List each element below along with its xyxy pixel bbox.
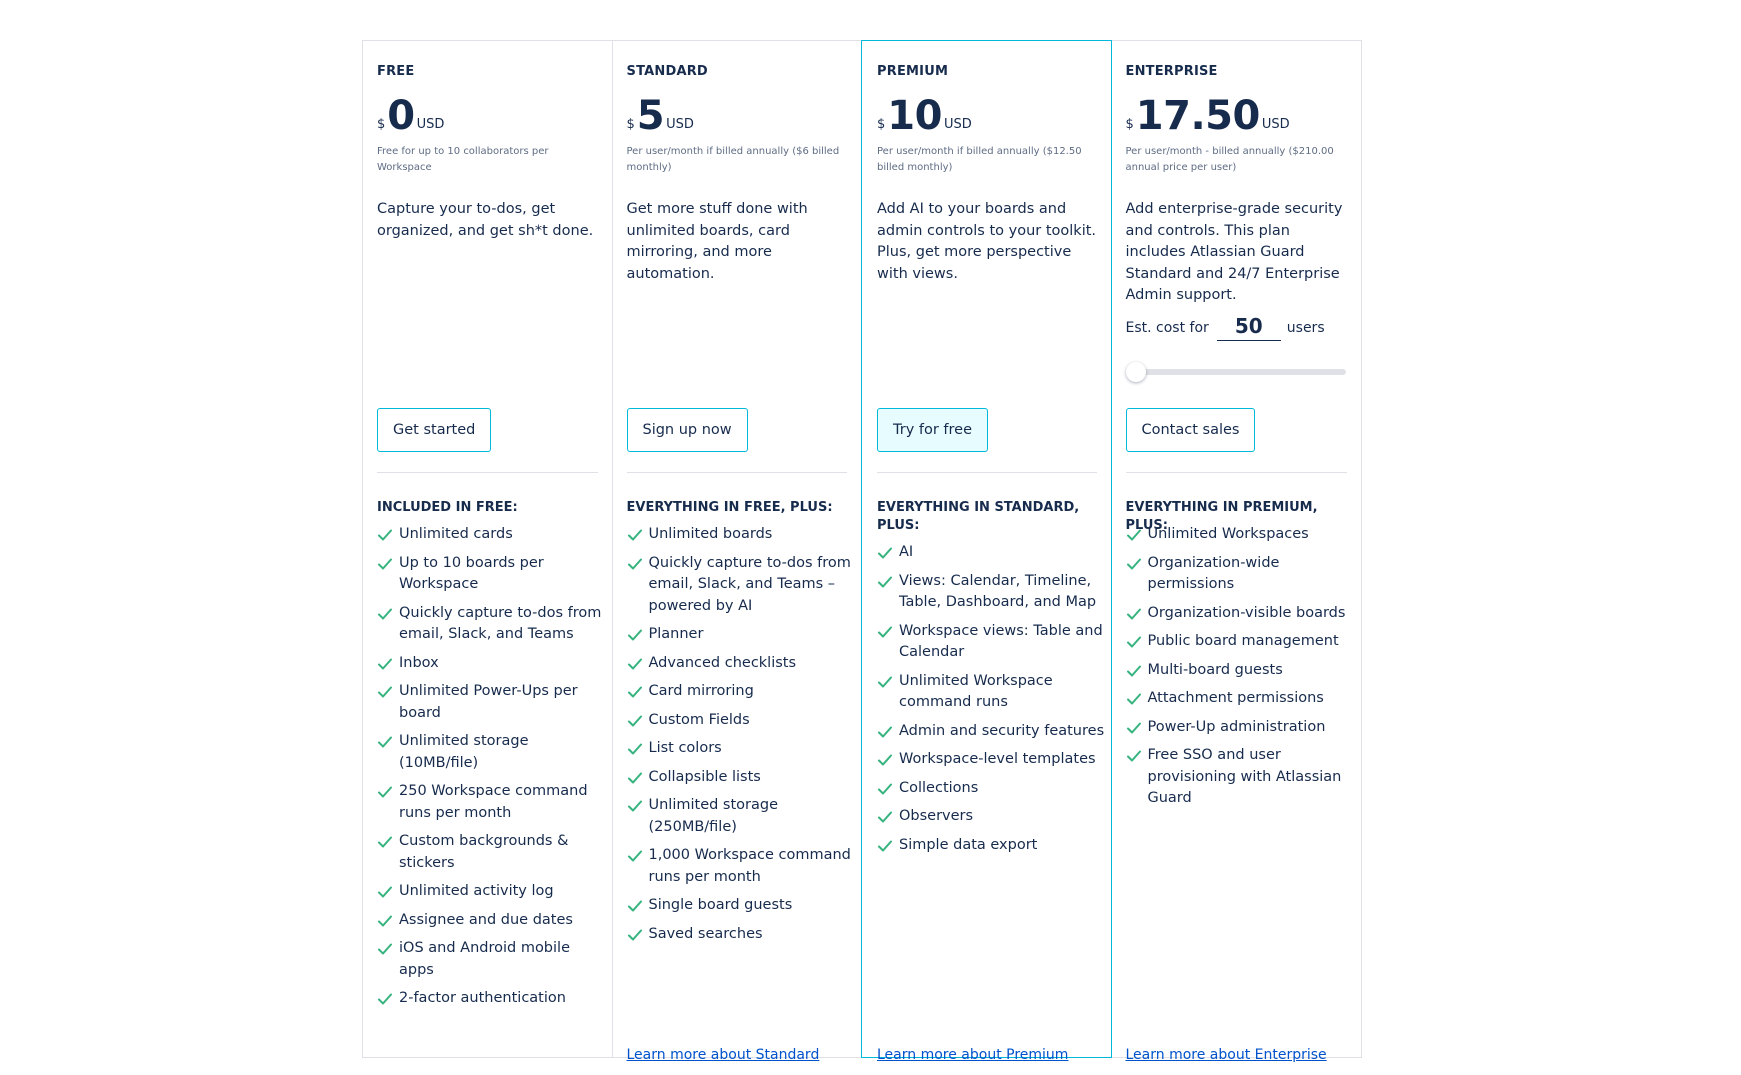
feature-item: [877, 835, 1105, 857]
learn-more-standard-link[interactable]: Learn more about Standard: [626, 1047, 820, 1063]
feature-item: [627, 553, 856, 618]
feature-label: Multi-board guests: [1147, 661, 1283, 678]
feature-item: [377, 603, 606, 646]
check-icon: [877, 724, 893, 740]
feature-label: Organization-visible boards: [1147, 604, 1346, 621]
feature-label: Unlimited storage (10MB/file): [399, 733, 529, 771]
learn-more-enterprise-link[interactable]: Learn more about Enterprise: [1125, 1047, 1327, 1063]
check-icon: [627, 627, 643, 643]
feature-label: iOS and Android mobile apps: [399, 940, 570, 978]
price-amount: 10: [887, 93, 942, 139]
check-icon: [877, 624, 893, 640]
feature-item: [627, 895, 856, 917]
check-icon: [1126, 748, 1142, 764]
feature-list: [377, 524, 606, 1017]
feature-label: Views: Calendar, Timeline, Table, Dashboard, and Map: [899, 572, 1097, 610]
feature-label: Up to 10 boards per Workspace: [399, 554, 544, 592]
feature-item: [877, 571, 1105, 614]
feature-item: [627, 624, 856, 646]
feature-item: [1126, 660, 1356, 682]
currency-symbol: $: [626, 117, 635, 132]
feature-label: Quickly capture to-dos from email, Slack, and Teams – powered by AI: [648, 554, 851, 614]
feature-label: Collapsible lists: [648, 768, 761, 785]
check-icon: [1126, 527, 1142, 543]
feature-item: [627, 924, 856, 946]
feature-label: Assignee and due dates: [399, 911, 573, 928]
feature-label: Custom backgrounds & stickers: [399, 833, 569, 871]
price-note: Per user/month - billed annually ($210.00 annual price per user): [1125, 146, 1334, 173]
feature-item: [377, 553, 606, 596]
check-icon: [877, 809, 893, 825]
feature-label: Planner: [648, 626, 704, 642]
check-icon: [377, 606, 393, 622]
features-title: EVERYTHING IN STANDARD, PLUS:: [877, 500, 1080, 533]
price-amount: 0: [387, 93, 415, 139]
price-note: Per user/month if billed annually ($12.50 billed monthly): [877, 146, 1082, 173]
get-started-button[interactable]: Get started: [377, 408, 491, 452]
feature-label: Custom Fields: [648, 711, 750, 728]
feature-label: 250 Workspace command runs per month: [399, 783, 588, 821]
feature-item: [377, 731, 606, 774]
feature-item: [877, 721, 1105, 743]
feature-item: [877, 671, 1105, 714]
feature-item: [377, 910, 606, 932]
feature-label: Saved searches: [648, 925, 763, 942]
check-icon: [627, 898, 643, 914]
check-icon: [377, 784, 393, 800]
feature-list: [1126, 524, 1356, 817]
feature-item: [377, 938, 606, 981]
check-icon: [377, 834, 393, 850]
feature-label: Unlimited cards: [399, 526, 513, 542]
check-icon: [877, 752, 893, 768]
features-title: INCLUDED IN FREE:: [377, 500, 518, 515]
feature-item: [1126, 553, 1356, 596]
est-suffix: users: [1286, 319, 1325, 336]
feature-label: Workspace views: Table and Calendar: [899, 622, 1103, 660]
check-icon: [1126, 556, 1142, 572]
divider: [377, 472, 598, 473]
check-icon: [377, 734, 393, 750]
divider: [877, 472, 1097, 473]
feature-item: [877, 621, 1105, 664]
feature-item: [1126, 631, 1356, 653]
feature-label: Observers: [899, 808, 974, 824]
feature-label: Unlimited Workspace command runs: [899, 672, 1053, 710]
feature-item: [877, 749, 1105, 771]
feature-label: Collections: [899, 779, 979, 796]
feature-item: [1126, 603, 1356, 625]
feature-item: [627, 795, 856, 838]
feature-label: 1,000 Workspace command runs per month: [648, 847, 851, 885]
plan-enterprise: [1112, 41, 1362, 1063]
feature-item: [627, 767, 856, 789]
feature-item: [877, 542, 1105, 564]
plan-description: Capture your to-dos, get organized, and get sh*t done.: [377, 201, 594, 239]
check-icon: [627, 527, 643, 543]
check-icon: [1126, 634, 1142, 650]
check-icon: [377, 913, 393, 929]
check-icon: [627, 556, 643, 572]
feature-list: [627, 524, 856, 952]
check-icon: [1126, 720, 1142, 736]
check-icon: [377, 556, 393, 572]
users-count-input[interactable]: 50: [1217, 314, 1281, 341]
price-note: Free for up to 10 collaborators per Workspace: [377, 146, 549, 173]
check-icon: [377, 527, 393, 543]
price-unit: USD: [1261, 117, 1290, 132]
currency-symbol: $: [377, 117, 386, 132]
feature-item: [1126, 745, 1356, 810]
price: [1125, 93, 1348, 139]
feature-label: Quickly capture to-dos from email, Slack, and Teams: [399, 604, 602, 642]
check-icon: [877, 838, 893, 854]
plan-standard: [613, 41, 863, 1063]
feature-label: Public board management: [1147, 633, 1339, 649]
cost-estimator: [1126, 314, 1325, 341]
check-icon: [877, 674, 893, 690]
feature-label: Advanced checklists: [648, 654, 797, 671]
feature-label: Simple data export: [899, 836, 1038, 853]
features-title: EVERYTHING IN FREE, PLUS:: [626, 500, 833, 515]
est-label: Est. cost for: [1125, 319, 1209, 336]
feature-label: Inbox: [399, 654, 439, 671]
feature-label: 2-factor authentication: [399, 990, 566, 1006]
check-icon: [1126, 691, 1142, 707]
check-icon: [877, 545, 893, 561]
currency-symbol: $: [877, 117, 886, 132]
price-note: Per user/month if billed annually ($6 billed monthly): [626, 146, 840, 173]
divider: [627, 472, 848, 473]
check-icon: [1126, 663, 1142, 679]
feature-item: [377, 881, 606, 903]
check-icon: [1126, 606, 1142, 622]
feature-label: Free SSO and user provisioning with Atlassian Guard: [1147, 747, 1342, 806]
check-icon: [377, 884, 393, 900]
check-icon: [627, 927, 643, 943]
plan-description: Add enterprise-grade security and controls. This plan includes Atlassian Guard Standard and 24/7 Enterprise Admin support.: [1125, 201, 1343, 303]
feature-item: [627, 845, 856, 888]
sign-up-button[interactable]: Sign up now: [627, 408, 748, 452]
plan-description: Get more stuff done with unlimited boards, card mirroring, and more automation.: [626, 201, 808, 282]
check-icon: [377, 656, 393, 672]
price-unit: USD: [416, 117, 445, 132]
feature-item: [377, 653, 606, 675]
check-icon: [627, 741, 643, 757]
feature-label: Unlimited Power-Ups per board: [399, 683, 578, 721]
plan-name: FREE: [377, 64, 415, 79]
feature-item: [1126, 717, 1356, 739]
price-amount: 5: [636, 93, 665, 139]
check-icon: [377, 684, 393, 700]
check-icon: [627, 848, 643, 864]
feature-item: [377, 681, 606, 724]
feature-item: [1126, 688, 1356, 710]
feature-item: [627, 653, 856, 675]
users-slider[interactable]: [1126, 369, 1346, 375]
feature-item: [377, 781, 606, 824]
plan-description: Add AI to your boards and admin controls to your toolkit. Plus, get more perspective with views.: [877, 201, 1097, 282]
feature-label: Single board guests: [648, 897, 793, 913]
feature-item: [1126, 524, 1356, 546]
feature-label: Power-Up administration: [1147, 718, 1326, 735]
feature-label: AI: [899, 544, 914, 560]
try-for-free-button[interactable]: Try for free: [877, 408, 988, 452]
feature-item: [627, 681, 856, 703]
currency-symbol: $: [1125, 117, 1134, 132]
feature-item: [377, 831, 606, 874]
divider: [1126, 472, 1348, 473]
feature-label: Workspace-level templates: [899, 751, 1096, 767]
feature-list: [877, 542, 1105, 863]
feature-label: Card mirroring: [648, 683, 754, 699]
price-amount: 17.50: [1135, 93, 1260, 139]
feature-item: [877, 778, 1105, 800]
feature-item: [877, 806, 1105, 828]
feature-item: [377, 988, 606, 1010]
check-icon: [877, 574, 893, 590]
feature-label: Admin and security features: [899, 722, 1105, 739]
feature-label: Unlimited storage (250MB/file): [648, 797, 779, 835]
contact-sales-button[interactable]: Contact sales: [1126, 408, 1256, 452]
feature-label: Organization-wide permissions: [1147, 554, 1280, 592]
features-title: EVERYTHING IN PREMIUM, PLUS:: [1125, 500, 1318, 533]
check-icon: [627, 684, 643, 700]
price-unit: USD: [666, 117, 694, 132]
feature-item: [377, 524, 606, 546]
learn-more-premium-link[interactable]: Learn more about Premium: [877, 1047, 1069, 1063]
feature-label: List colors: [648, 740, 722, 756]
check-icon: [377, 991, 393, 1007]
feature-label: Unlimited boards: [648, 526, 773, 542]
check-icon: [627, 770, 643, 786]
feature-label: Unlimited activity log: [399, 883, 554, 899]
pricing-plans: [362, 40, 1362, 1063]
check-icon: [627, 713, 643, 729]
check-icon: [877, 781, 893, 797]
feature-item: [627, 524, 856, 546]
price: [877, 93, 1097, 139]
slider-thumb[interactable]: [1126, 362, 1146, 382]
price: [377, 93, 598, 139]
check-icon: [627, 798, 643, 814]
feature-item: [627, 738, 856, 760]
feature-label: Unlimited Workspaces: [1147, 526, 1309, 542]
plan-free: [363, 41, 613, 1057]
feature-item: [627, 710, 856, 732]
plan-name: PREMIUM: [877, 64, 949, 79]
check-icon: [377, 941, 393, 957]
check-icon: [627, 656, 643, 672]
price-unit: USD: [943, 117, 972, 132]
price: [626, 93, 848, 139]
plan-name: STANDARD: [626, 64, 708, 79]
plan-premium: [861, 40, 1112, 1063]
plan-name: ENTERPRISE: [1125, 64, 1218, 79]
feature-label: Attachment permissions: [1147, 690, 1324, 706]
